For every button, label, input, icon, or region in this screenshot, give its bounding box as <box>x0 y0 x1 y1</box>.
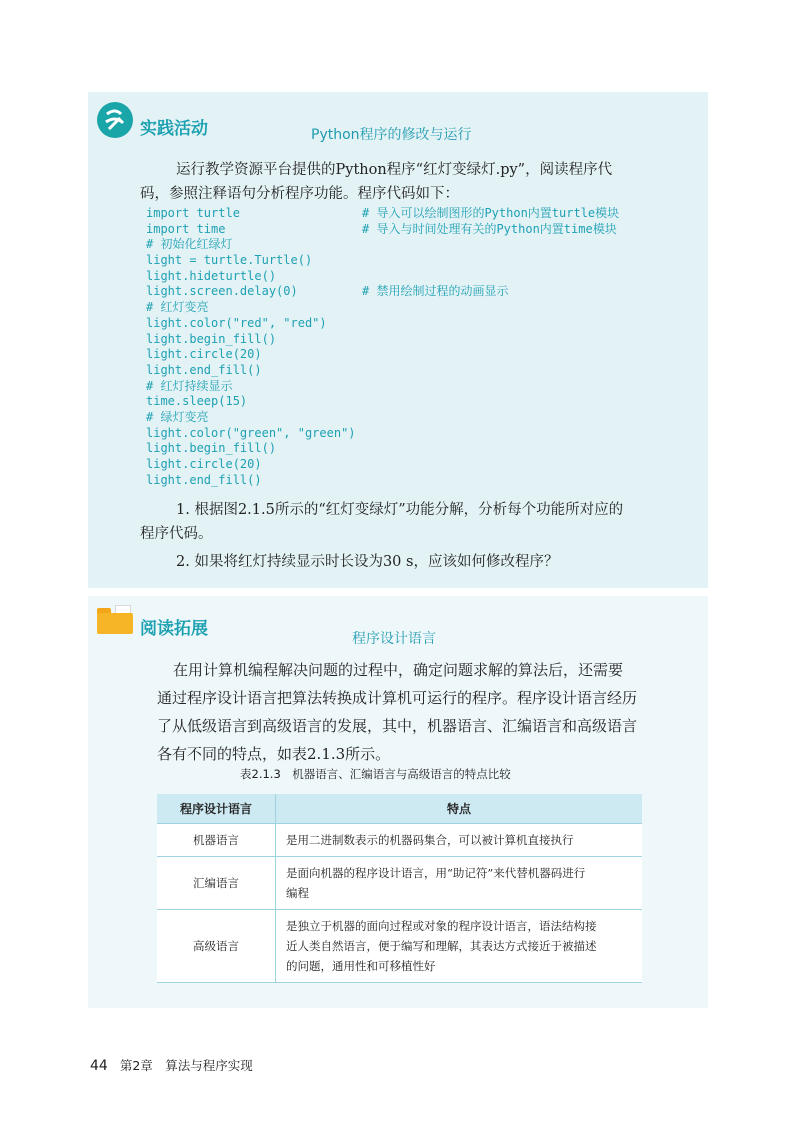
question-1-line1: 1. 根据图2.1.5所示的“红灯变绿灯”功能分解，分析每个功能所对应的 <box>176 502 624 518</box>
question-1-line2: 程序代码。 <box>140 526 213 542</box>
code-line: # 初始化红绿灯 <box>146 237 233 252</box>
code-line: light.end_fill() <box>146 362 262 377</box>
row-name: 机器语言 <box>157 824 276 857</box>
row-feature: 是面向机器的程序设计语言，用“助记符”来代替机器码进行 编程 <box>276 857 643 910</box>
practice-header: 实践活动 <box>140 119 208 139</box>
code-line: light = turtle.Turtle() <box>146 253 313 268</box>
reading-header: 阅读拓展 <box>140 619 208 639</box>
chapter-label: 第2章 算法与程序实现 <box>119 1058 253 1073</box>
code-line: light.hideturtle() <box>146 268 277 283</box>
row-name: 高级语言 <box>157 910 276 983</box>
row-feature: 是用二进制数表示的机器码集合，可以被计算机直接执行 <box>276 824 643 857</box>
code-line: light.end_fill() <box>146 472 262 487</box>
code-line: light.color("red", "red") <box>146 315 327 330</box>
code-line: light.circle(20) <box>146 457 262 471</box>
code-line: light.circle(20) <box>146 347 262 362</box>
practice-intro-line2: 码，参照注释语句分析程序功能。程序代码如下： <box>140 186 459 202</box>
reading-line: 了从低级语言到高级语言的发展，其中，机器语言、汇编语言和高级语言 <box>157 717 638 735</box>
code-line: light.begin_fill() <box>146 331 277 346</box>
comparison-table <box>157 794 642 983</box>
practice-activity-icon <box>97 102 133 138</box>
reading-title: 程序设计语言 <box>352 631 436 647</box>
practice-intro-line1: 运行教学资源平台提供的Python程序“红灯变绿灯.py”，阅读程序代 <box>176 162 613 178</box>
table-row <box>157 910 642 983</box>
code-line: import time # 导入与时间处理有关的Python内置time模块 <box>146 221 617 236</box>
row-name: 汇编语言 <box>157 857 276 910</box>
table-row <box>157 857 642 910</box>
code-line: # 红灯持续显示 <box>146 378 233 393</box>
page-footer <box>90 1056 253 1074</box>
code-block <box>146 206 620 488</box>
code-line: # 红灯变亮 <box>146 300 209 315</box>
reading-line: 在用计算机编程解决问题的过程中，确定问题求解的算法后，还需要 <box>173 661 624 679</box>
reading-line: 通过程序设计语言把算法转换成计算机可运行的程序。程序设计语言经历 <box>157 689 638 707</box>
folder-icon <box>97 608 133 634</box>
reading-paragraph <box>157 656 647 768</box>
practice-title: Python程序的修改与运行 <box>311 127 472 143</box>
table-header-language: 程序设计语言 <box>157 794 276 824</box>
row-feature: 是独立于机器的面向过程或对象的程序设计语言，语法结构接 近人类自然语言，便于编写和理解，其表达方式接近于被描述 的问题，通用性和可移植性好 <box>276 910 643 983</box>
table-row <box>157 824 642 857</box>
table-caption: 表2.1.3 机器语言、汇编语言与高级语言的特点比较 <box>240 767 511 781</box>
code-line: light.screen.delay(0) # 禁用绘制过程的动画显示 <box>146 284 509 299</box>
table-header-feature: 特点 <box>276 794 643 824</box>
table-header-row <box>157 794 642 824</box>
code-line: light.begin_fill() <box>146 441 277 456</box>
code-line: time.sleep(15) <box>146 394 248 409</box>
page-number: 44 <box>90 1058 108 1074</box>
question-2: 2. 如果将红灯持续显示时长设为30 s，应该如何修改程序？ <box>176 554 559 570</box>
reading-line: 各有不同的特点，如表2.1.3所示。 <box>157 745 391 763</box>
code-line: # 绿灯变亮 <box>146 409 209 424</box>
code-line: light.color("green", "green") <box>146 425 356 440</box>
code-line: import turtle # 导入可以绘制图形的Python内置turtle模块 <box>146 206 620 220</box>
